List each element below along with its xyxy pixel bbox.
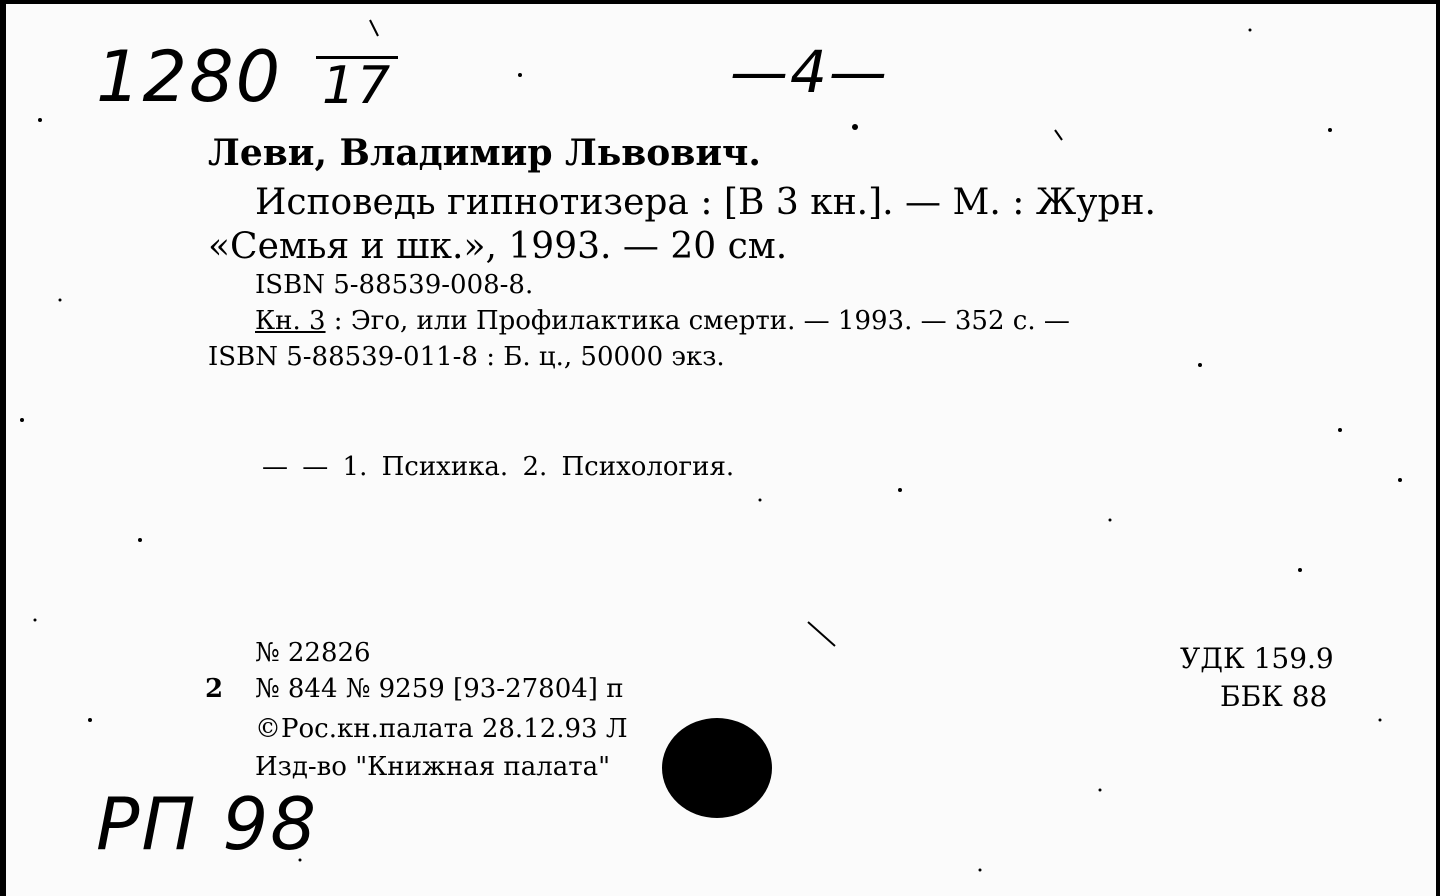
publisher-line: Изд-во "Книжная палата": [255, 752, 611, 782]
isbn-set: ISBN 5-88539-008-8.: [255, 270, 534, 300]
volume-label: Кн. 3: [255, 306, 326, 336]
udk-code: УДК 159.9: [1180, 642, 1334, 675]
handwritten-call-number: 1280: [96, 36, 283, 118]
handwritten-shelf-mark: РП 98: [96, 782, 319, 866]
book-chamber-stamp: ©Рос.кн.палата 28.12.93 Л: [255, 714, 628, 744]
volume-line-2: ISBN 5-88539-011-8 : Б. ц., 50000 экз.: [208, 342, 725, 372]
handwritten-page-mark: —4—: [730, 38, 889, 106]
card-numbers: № 844 № 9259 [93-27804] п: [255, 674, 624, 704]
title-line-1: Исповедь гипнотизера : [В 3 кн.]. — М. : Журн.: [255, 182, 1156, 223]
volume-description: : Эго, или Профилактика смерти. — 1993. — 352 с. —: [333, 306, 1070, 336]
bbk-code: ББК 88: [1220, 680, 1328, 713]
author-heading: Леви, Владимир Львович.: [208, 132, 761, 174]
card-punch-hole: [662, 718, 772, 818]
record-number: № 22826: [255, 638, 371, 668]
copies-count: 2: [205, 674, 224, 704]
subject-headings: — — 1. Психика. 2. Психология.: [262, 452, 735, 482]
handwritten-call-number-sub: 17: [316, 56, 398, 113]
title-line-2: «Семья и шк.», 1993. — 20 см.: [208, 226, 788, 267]
volume-line-1: [255, 306, 1070, 336]
